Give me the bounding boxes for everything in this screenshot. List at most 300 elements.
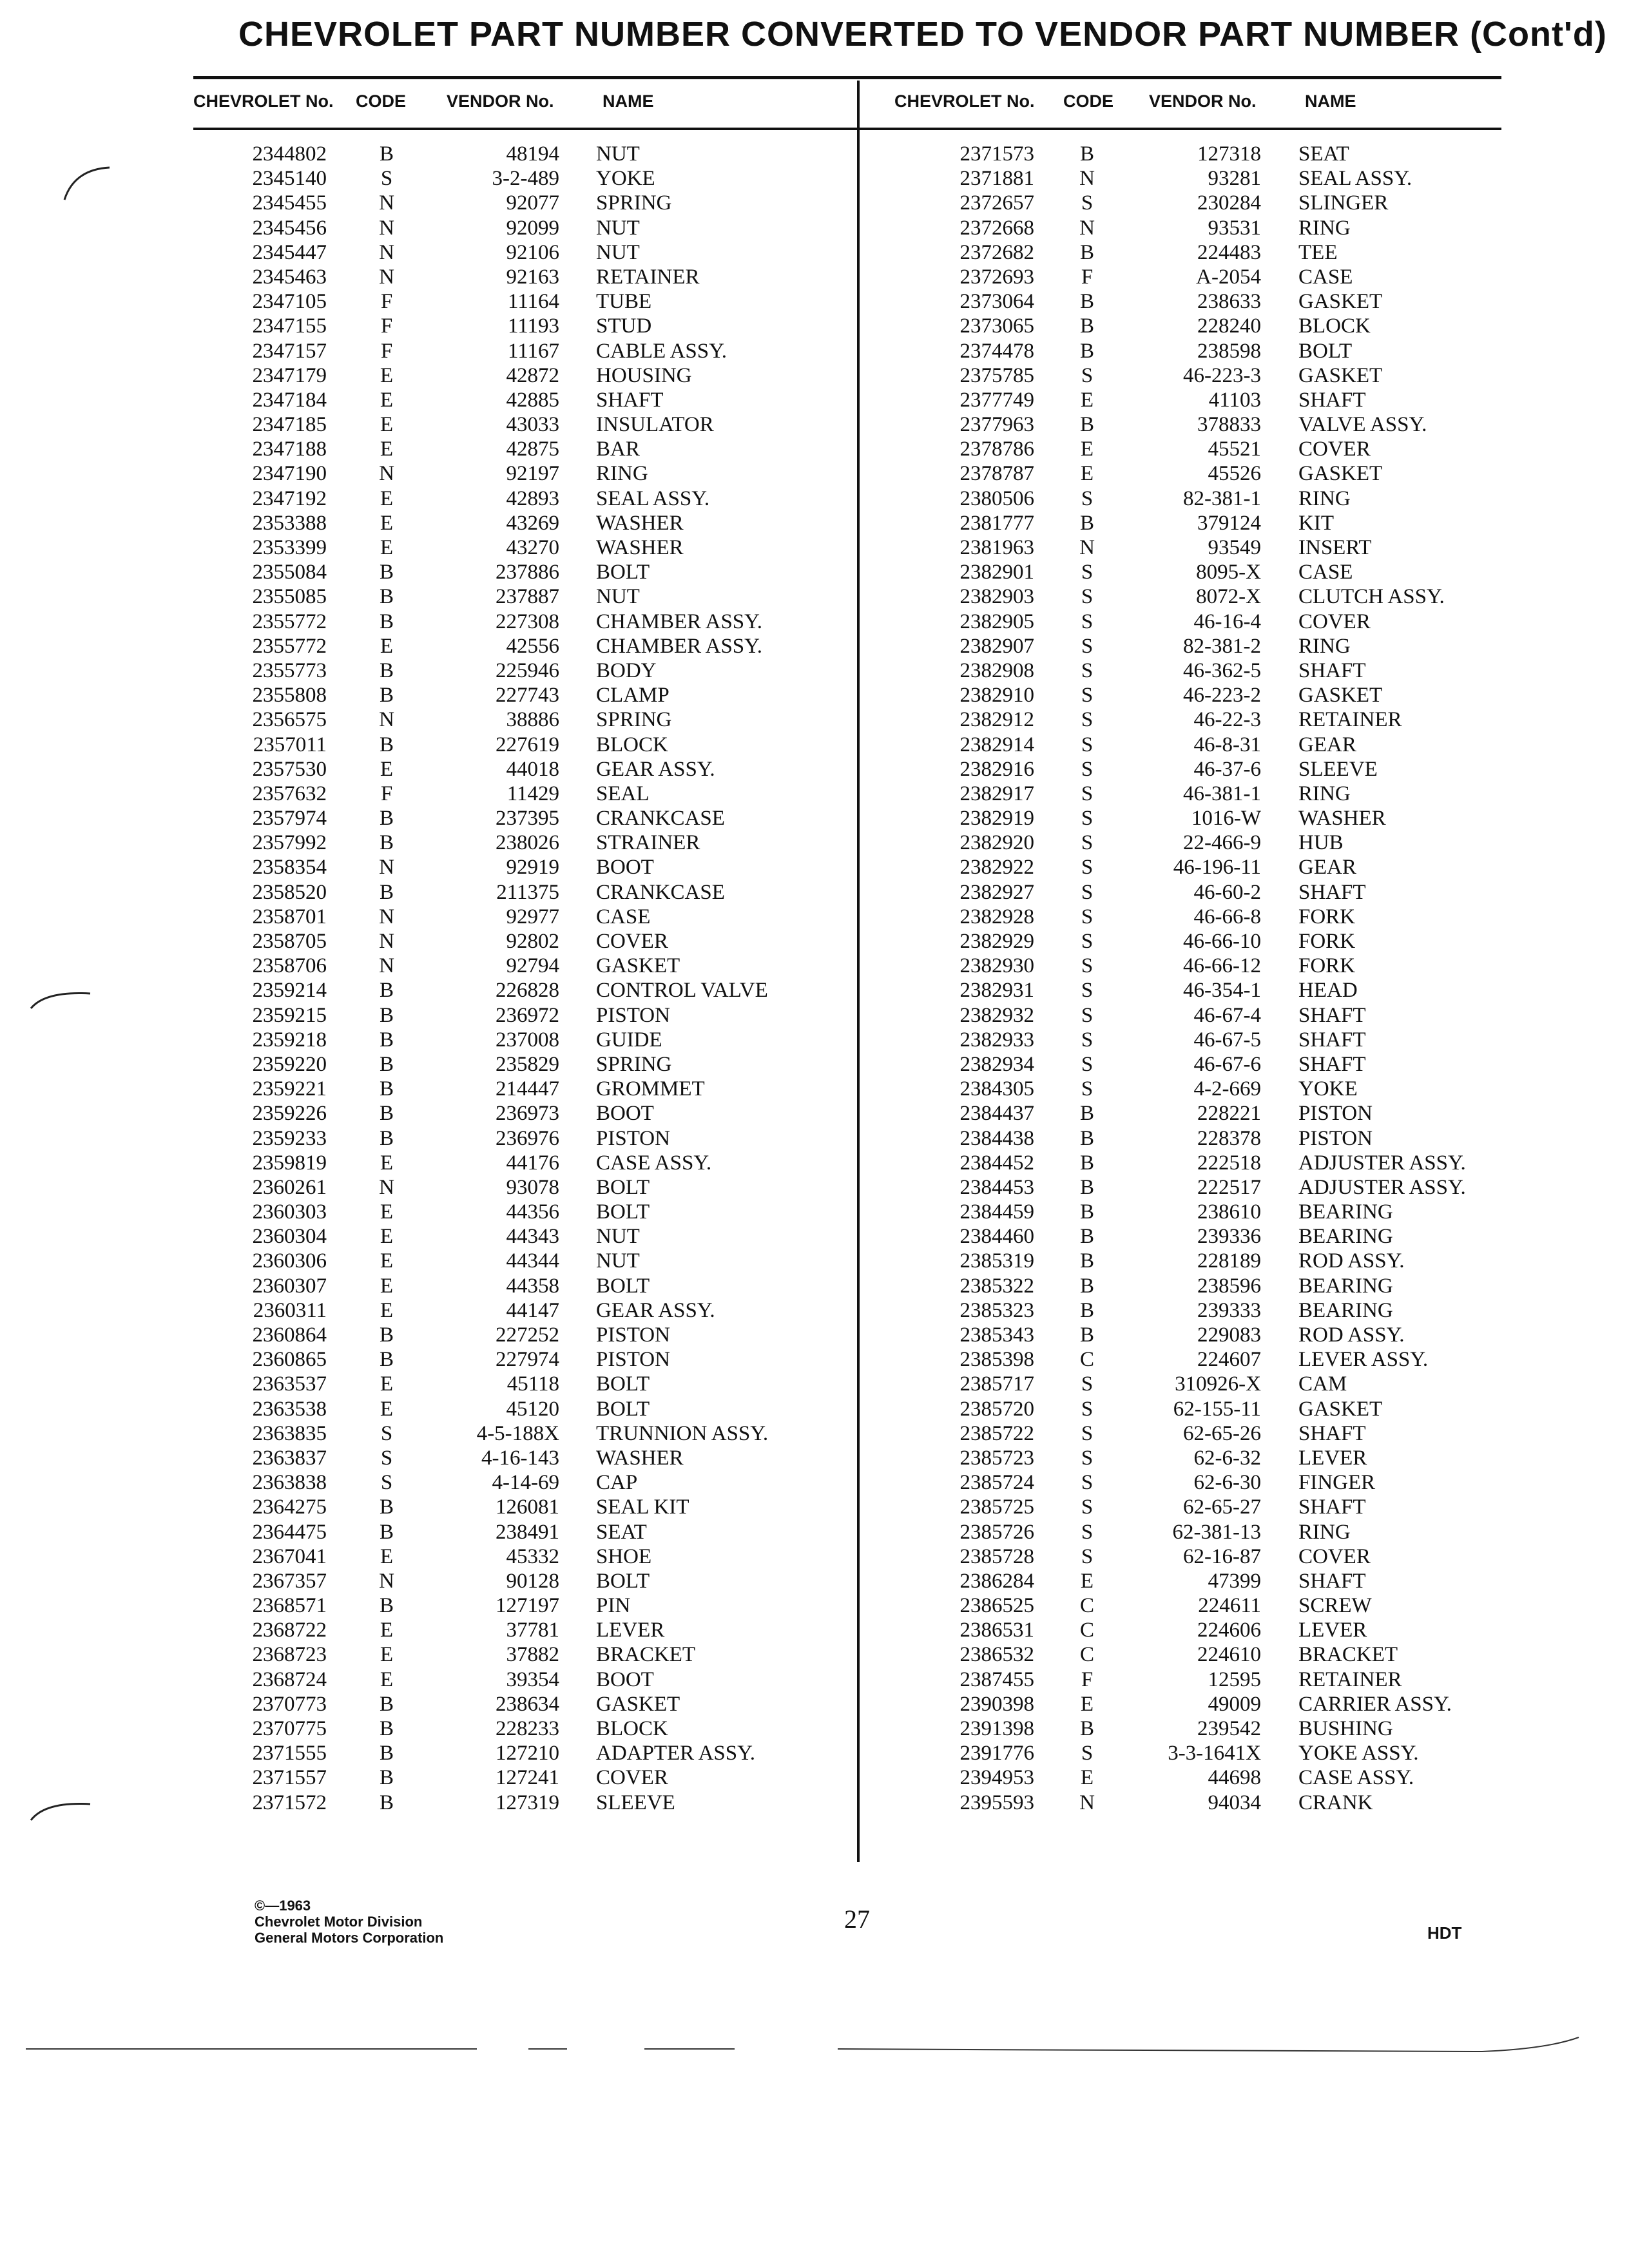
vendor-number: 92106 <box>506 240 559 264</box>
bottom-edge-line <box>0 2030 1629 2068</box>
vendor-number: 48194 <box>506 142 559 166</box>
vendor-number: 4-5-188X <box>476 1421 559 1445</box>
chevrolet-number: 2385723 <box>959 1446 1034 1470</box>
chevrolet-number: 2382920 <box>959 831 1034 855</box>
code: S <box>1081 782 1094 805</box>
vendor-number: 42885 <box>506 388 559 412</box>
chevrolet-number: 2368724 <box>252 1667 327 1691</box>
part-name: SHAFT <box>1298 1003 1366 1027</box>
code: E <box>380 1225 394 1249</box>
part-name: BEARING <box>1298 1200 1393 1224</box>
vendor-number: 43033 <box>506 413 559 437</box>
vendor-number: 235829 <box>496 1052 559 1076</box>
chevrolet-number: 2382928 <box>959 905 1034 928</box>
vendor-number: 46-37-6 <box>1193 757 1261 781</box>
code: B <box>1079 1200 1094 1224</box>
part-name: CASE <box>1298 265 1353 289</box>
code: C <box>1079 1348 1094 1372</box>
part-name: BLOCK <box>1298 314 1371 338</box>
right-header-name: NAME <box>1305 91 1356 111</box>
part-name: SHAFT <box>1298 388 1366 412</box>
vendor-number: 222517 <box>1197 1175 1261 1199</box>
vendor-number: 238634 <box>496 1692 559 1716</box>
vendor-number: 11164 <box>507 290 559 314</box>
part-name: TUBE <box>596 290 652 314</box>
code: E <box>380 1372 394 1396</box>
chevrolet-number: 2371555 <box>252 1742 327 1765</box>
code: E <box>380 634 394 658</box>
chevrolet-number: 2358706 <box>252 954 327 978</box>
chevrolet-number: 2385398 <box>959 1348 1034 1372</box>
part-name: INSERT <box>1298 536 1372 559</box>
code: S <box>380 167 393 191</box>
vendor-number: 224611 <box>1198 1594 1261 1618</box>
chevrolet-number: 2385343 <box>959 1323 1034 1347</box>
code: S <box>1081 1446 1094 1470</box>
code: S <box>1081 585 1094 609</box>
vendor-number: 92197 <box>506 462 559 486</box>
chevrolet-number: 2377749 <box>959 388 1034 412</box>
chevrolet-number: 2385724 <box>959 1471 1034 1495</box>
chevrolet-number: 2345455 <box>252 191 327 215</box>
part-name: COVER <box>596 930 668 953</box>
vendor-number: 11193 <box>507 314 559 338</box>
vendor-number: 238610 <box>1197 1200 1261 1224</box>
code: N <box>379 930 394 953</box>
part-name: PIN <box>596 1594 631 1618</box>
chevrolet-number: 2347179 <box>252 363 327 387</box>
code: F <box>380 782 393 805</box>
chevrolet-number: 2358354 <box>252 856 327 879</box>
part-name: SHAFT <box>596 388 664 412</box>
code: S <box>1081 733 1094 756</box>
part-name: CASE <box>1298 561 1353 584</box>
chevrolet-number: 2386525 <box>959 1594 1034 1618</box>
code: S <box>1081 1471 1094 1495</box>
code: B <box>379 1052 394 1076</box>
code: E <box>380 1200 394 1224</box>
chevrolet-number: 2382916 <box>959 757 1034 781</box>
chevrolet-number: 2382908 <box>959 658 1034 682</box>
code: N <box>379 708 394 732</box>
part-name: SLINGER <box>1298 191 1389 215</box>
code: N <box>1079 216 1095 240</box>
code: B <box>379 1791 394 1814</box>
chevrolet-number: 2347105 <box>252 290 327 314</box>
vendor-number: 227252 <box>496 1323 559 1347</box>
part-name: GEAR <box>1298 856 1356 879</box>
chevrolet-number: 2364475 <box>252 1520 327 1544</box>
part-name: BOLT <box>596 1274 650 1298</box>
part-name: ROD ASSY. <box>1298 1323 1405 1347</box>
part-name: CASE ASSY. <box>596 1151 712 1175</box>
chevrolet-number: 2363837 <box>252 1446 327 1470</box>
code: F <box>380 290 393 314</box>
vendor-number: 22-466-9 <box>1183 831 1261 855</box>
vendor-number: 62-6-32 <box>1193 1446 1261 1470</box>
part-name: RING <box>1298 782 1351 805</box>
vendor-number: 44358 <box>506 1274 559 1298</box>
code: S <box>1081 1421 1094 1445</box>
vendor-number: 214447 <box>496 1077 559 1101</box>
chevrolet-number: 2385726 <box>959 1520 1034 1544</box>
chevrolet-number: 2382914 <box>959 733 1034 756</box>
chevrolet-number: 2363537 <box>252 1372 327 1396</box>
code: S <box>1081 1372 1094 1396</box>
chevrolet-number: 2358520 <box>252 880 327 904</box>
code: E <box>380 1667 394 1691</box>
part-name: BRACKET <box>1298 1643 1398 1667</box>
part-name: RING <box>1298 216 1351 240</box>
part-name: GASKET <box>596 954 680 978</box>
code: E <box>380 1274 394 1298</box>
part-name: CHAMBER ASSY. <box>596 610 762 633</box>
vendor-number: 90128 <box>506 1569 559 1593</box>
vendor-number: 46-16-4 <box>1193 610 1261 633</box>
vendor-number: 62-6-30 <box>1193 1471 1261 1495</box>
chevrolet-number: 2382929 <box>959 930 1034 953</box>
code: E <box>380 437 394 461</box>
code: B <box>379 585 394 609</box>
code: B <box>379 1594 394 1618</box>
code: B <box>1079 314 1094 338</box>
part-name: CLAMP <box>596 684 670 707</box>
vendor-number: 126081 <box>496 1495 559 1519</box>
chevrolet-number: 2378786 <box>959 437 1034 461</box>
chevrolet-number: 2385319 <box>959 1249 1034 1273</box>
code: S <box>1081 807 1094 831</box>
code: B <box>379 1126 394 1150</box>
chevrolet-number: 2380506 <box>959 486 1034 510</box>
code: E <box>380 1397 394 1421</box>
vendor-number: 127210 <box>496 1742 559 1765</box>
part-name: GASKET <box>1298 290 1383 314</box>
part-name: PISTON <box>596 1003 670 1027</box>
part-name: BOLT <box>596 1397 650 1421</box>
part-name: ADJUSTER ASSY. <box>1298 1151 1466 1175</box>
vendor-number: 12595 <box>1208 1667 1261 1691</box>
vendor-number: 46-381-1 <box>1183 782 1261 805</box>
part-name: CRANKCASE <box>596 807 725 831</box>
vendor-number: 62-65-27 <box>1183 1495 1261 1519</box>
code: B <box>1079 1175 1094 1199</box>
chevrolet-number: 2344802 <box>252 142 327 166</box>
punch-mark-2 <box>26 986 97 1012</box>
chevrolet-number: 2345456 <box>252 216 327 240</box>
part-name: GASKET <box>1298 684 1383 707</box>
code: B <box>379 1742 394 1765</box>
vendor-number: 46-196-11 <box>1173 856 1261 879</box>
chevrolet-number: 2353388 <box>252 511 327 535</box>
part-name: WASHER <box>596 1446 684 1470</box>
vendor-number: 93549 <box>1208 536 1261 559</box>
code: N <box>379 191 394 215</box>
chevrolet-number: 2384453 <box>959 1175 1034 1199</box>
vendor-number: 224606 <box>1197 1619 1261 1642</box>
part-name: COVER <box>1298 610 1371 633</box>
chevrolet-number: 2360864 <box>252 1323 327 1347</box>
code: S <box>1081 1397 1094 1421</box>
vendor-number: 45332 <box>506 1544 559 1568</box>
vendor-number: 239336 <box>1197 1225 1261 1249</box>
part-name: TRUNNION ASSY. <box>596 1421 769 1445</box>
part-name: HEAD <box>1298 979 1358 1003</box>
vendor-number: 82-381-2 <box>1183 634 1261 658</box>
part-name: WASHER <box>596 536 684 559</box>
code: E <box>380 363 394 387</box>
code: C <box>1079 1619 1094 1642</box>
code: B <box>379 658 394 682</box>
left-header-vendor: VENDOR No. <box>447 91 554 111</box>
vendor-number: 310926-X <box>1175 1372 1261 1396</box>
vendor-number: 226828 <box>496 979 559 1003</box>
chevrolet-number: 2391398 <box>959 1717 1034 1740</box>
vendor-number: 46-223-3 <box>1183 363 1261 387</box>
chevrolet-number: 2385323 <box>959 1298 1034 1322</box>
chevrolet-number: 2382934 <box>959 1052 1034 1076</box>
code: E <box>380 536 394 559</box>
code: B <box>379 142 394 166</box>
part-name: WASHER <box>596 511 684 535</box>
chevrolet-number: 2347192 <box>252 486 327 510</box>
chevrolet-number: 2386531 <box>959 1619 1034 1642</box>
part-name: RETAINER <box>1298 1667 1402 1691</box>
code: F <box>1081 265 1094 289</box>
vendor-number: 127241 <box>496 1766 559 1790</box>
chevrolet-number: 2382919 <box>959 807 1034 831</box>
code: S <box>1081 954 1094 978</box>
code: B <box>379 807 394 831</box>
part-name: CAP <box>596 1471 638 1495</box>
code: N <box>1079 536 1095 559</box>
part-name: NUT <box>596 216 640 240</box>
part-name: SEAL KIT <box>596 1495 689 1519</box>
part-name: GASKET <box>1298 363 1383 387</box>
vendor-number: 236976 <box>496 1126 559 1150</box>
part-name: RING <box>1298 1520 1351 1544</box>
code: B <box>379 1028 394 1052</box>
code: S <box>1081 880 1094 904</box>
part-name: SHAFT <box>1298 1569 1366 1593</box>
vendor-number: 46-354-1 <box>1183 979 1261 1003</box>
part-name: YOKE <box>596 167 655 191</box>
code: S <box>1081 1495 1094 1519</box>
vendor-number: 46-67-6 <box>1193 1052 1261 1076</box>
vendor-number: 222518 <box>1197 1151 1261 1175</box>
chevrolet-number: 2357530 <box>252 757 327 781</box>
code: F <box>380 339 393 363</box>
code: S <box>1081 905 1094 928</box>
code: E <box>380 1298 394 1322</box>
chevrolet-number: 2367357 <box>252 1569 327 1593</box>
vendor-number: 92794 <box>506 954 559 978</box>
part-name: PISTON <box>596 1348 670 1372</box>
vendor-number: 236973 <box>496 1102 559 1126</box>
vendor-number: 43270 <box>506 536 559 559</box>
code: S <box>1081 634 1094 658</box>
part-name: BOOT <box>596 1102 654 1126</box>
code: B <box>379 684 394 707</box>
part-name: SPRING <box>596 1052 672 1076</box>
chevrolet-number: 2355085 <box>252 585 327 609</box>
chevrolet-number: 2374478 <box>959 339 1034 363</box>
part-name: CAM <box>1298 1372 1347 1396</box>
part-name: CARRIER ASSY. <box>1298 1692 1452 1716</box>
part-name: STUD <box>596 314 652 338</box>
code: B <box>379 880 394 904</box>
vendor-number: A-2054 <box>1196 265 1261 289</box>
chevrolet-number: 2356575 <box>252 708 327 732</box>
part-name: NUT <box>596 240 640 264</box>
vendor-number: 379124 <box>1197 511 1261 535</box>
code: E <box>380 388 394 412</box>
code: S <box>1081 684 1094 707</box>
chevrolet-number: 2378787 <box>959 462 1034 486</box>
vendor-number: 46-67-4 <box>1193 1003 1261 1027</box>
vendor-number: 224610 <box>1197 1643 1261 1667</box>
chevrolet-number: 2368723 <box>252 1643 327 1667</box>
right-header-chevrolet: CHEVROLET No. <box>894 91 1035 111</box>
chevrolet-number: 2386532 <box>959 1643 1034 1667</box>
part-name: BEARING <box>1298 1298 1393 1322</box>
chevrolet-number: 2382903 <box>959 585 1034 609</box>
chevrolet-number: 2372657 <box>959 191 1034 215</box>
part-name: BOLT <box>1298 339 1353 363</box>
code: E <box>380 1643 394 1667</box>
vendor-number: 45118 <box>506 1372 559 1396</box>
part-name: PISTON <box>1298 1126 1373 1150</box>
code: E <box>1080 1692 1094 1716</box>
chevrolet-number: 2368722 <box>252 1619 327 1642</box>
part-name: SHAFT <box>1298 1495 1366 1519</box>
chevrolet-number: 2360261 <box>252 1175 327 1199</box>
code: E <box>380 1544 394 1568</box>
part-name: BOOT <box>596 856 654 879</box>
part-name: GROMMET <box>596 1077 705 1101</box>
code: N <box>379 1175 394 1199</box>
code: E <box>1080 437 1094 461</box>
part-name: CRANKCASE <box>596 880 725 904</box>
chevrolet-number: 2355773 <box>252 658 327 682</box>
chevrolet-number: 2382922 <box>959 856 1034 879</box>
chevrolet-number: 2359233 <box>252 1126 327 1150</box>
vendor-number: 47399 <box>1208 1569 1261 1593</box>
doc-code: HDT <box>1427 1923 1462 1943</box>
vendor-number: 238491 <box>496 1520 559 1544</box>
vendor-number: 44344 <box>506 1249 559 1273</box>
chevrolet-number: 2373064 <box>959 290 1034 314</box>
chevrolet-number: 2360865 <box>252 1348 327 1372</box>
vendor-number: 62-155-11 <box>1173 1397 1261 1421</box>
vendor-number: 127319 <box>496 1791 559 1814</box>
chevrolet-number: 2367041 <box>252 1544 327 1568</box>
vendor-number: 44176 <box>506 1151 559 1175</box>
chevrolet-number: 2360303 <box>252 1200 327 1224</box>
code: B <box>379 1717 394 1740</box>
part-name: BEARING <box>1298 1225 1393 1249</box>
punch-mark-3 <box>26 1798 97 1823</box>
chevrolet-number: 2387455 <box>959 1667 1034 1691</box>
vendor-number: 38886 <box>506 708 559 732</box>
chevrolet-number: 2384438 <box>959 1126 1034 1150</box>
chevrolet-number: 2381963 <box>959 536 1034 559</box>
code: B <box>379 831 394 855</box>
chevrolet-number: 2372668 <box>959 216 1034 240</box>
code: B <box>379 1495 394 1519</box>
part-name: SEAL ASSY. <box>1298 167 1412 191</box>
chevrolet-number: 2382905 <box>959 610 1034 633</box>
vendor-number: 4-14-69 <box>492 1471 559 1495</box>
chevrolet-number: 2355808 <box>252 684 327 707</box>
code: S <box>1081 757 1094 781</box>
chevrolet-number: 2382930 <box>959 954 1034 978</box>
page-title: CHEVROLET PART NUMBER CONVERTED TO VENDOR PART NUMBER (Cont'd) <box>238 15 1607 53</box>
part-name: COVER <box>1298 1544 1371 1568</box>
vendor-number: 46-66-8 <box>1193 905 1261 928</box>
chevrolet-number: 2372693 <box>959 265 1034 289</box>
chevrolet-number: 2357632 <box>252 782 327 805</box>
part-name: PISTON <box>596 1323 670 1347</box>
code: N <box>379 265 394 289</box>
right-header-vendor: VENDOR No. <box>1149 91 1257 111</box>
code: E <box>1080 1766 1094 1790</box>
vendor-number: 92163 <box>506 265 559 289</box>
top-rule <box>193 76 1501 79</box>
part-name: BEARING <box>1298 1274 1393 1298</box>
vendor-number: 92919 <box>506 856 559 879</box>
chevrolet-number: 2358705 <box>252 930 327 953</box>
part-name: SCREW <box>1298 1594 1372 1618</box>
code: N <box>1079 1791 1095 1814</box>
code: S <box>1081 486 1094 510</box>
vendor-number: 228233 <box>496 1717 559 1740</box>
chevrolet-number: 2382910 <box>959 684 1034 707</box>
part-name: BRACKET <box>596 1643 696 1667</box>
code: N <box>379 856 394 879</box>
vendor-number: 44698 <box>1208 1766 1261 1790</box>
code: S <box>1081 561 1094 584</box>
code: B <box>1079 511 1094 535</box>
part-name: BOLT <box>596 1569 650 1593</box>
chevrolet-number: 2359221 <box>252 1077 327 1101</box>
chevrolet-number: 2359819 <box>252 1151 327 1175</box>
part-name: BLOCK <box>596 733 668 756</box>
code: S <box>1081 856 1094 879</box>
part-name: CASE ASSY. <box>1298 1766 1414 1790</box>
code: S <box>380 1421 393 1445</box>
code: E <box>380 1249 394 1273</box>
part-name: NUT <box>596 1249 640 1273</box>
code: B <box>379 561 394 584</box>
code: N <box>379 905 394 928</box>
vendor-number: 93078 <box>506 1175 559 1199</box>
code: B <box>1079 290 1094 314</box>
code: S <box>1081 191 1094 215</box>
chevrolet-number: 2384305 <box>959 1077 1034 1101</box>
chevrolet-number: 2360307 <box>252 1274 327 1298</box>
part-name: SEAL ASSY. <box>596 486 710 510</box>
vendor-number: 94034 <box>1208 1791 1261 1814</box>
code: S <box>1081 708 1094 732</box>
chevrolet-number: 2370775 <box>252 1717 327 1740</box>
part-name: GEAR ASSY. <box>596 1298 715 1322</box>
header-rule <box>193 128 1501 130</box>
code: B <box>379 1077 394 1101</box>
part-name: ADJUSTER ASSY. <box>1298 1175 1466 1199</box>
copyright: ©—1963 <box>255 1898 311 1914</box>
part-name: SEAL <box>596 782 650 805</box>
part-name: FORK <box>1298 905 1356 928</box>
